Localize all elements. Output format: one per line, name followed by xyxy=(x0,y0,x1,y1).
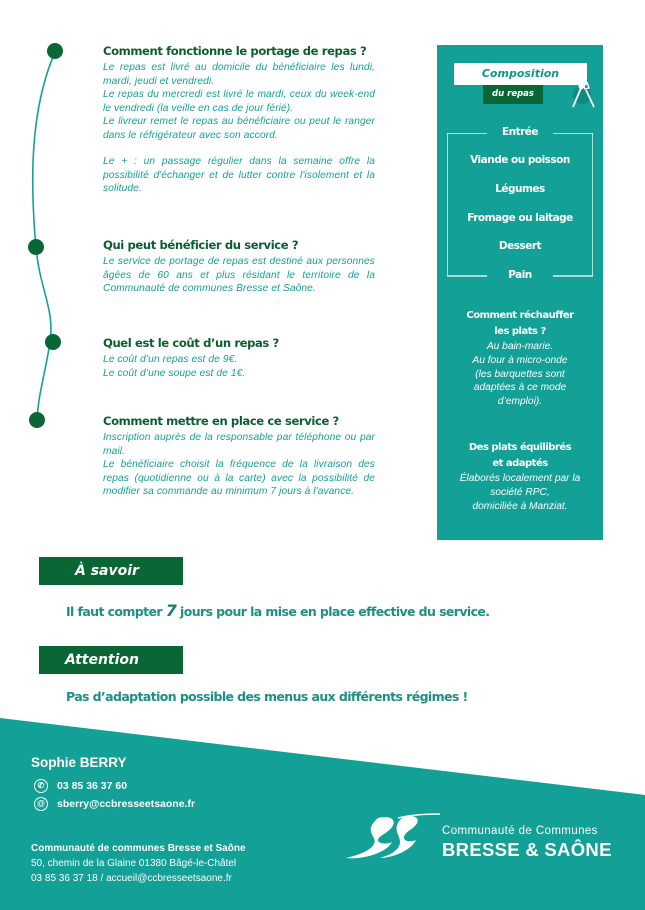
faq-section-cost xyxy=(103,336,375,380)
faq-answer: Le bénéficiaire choisit la fréquence de la livraison des repas (quotidienne ou à la carte) avec la possibilité de modifier sa commande au minimum 7 jours à l'avance. xyxy=(103,459,375,497)
timeline-line xyxy=(0,0,120,450)
balanced-line: Élaborés localement par la xyxy=(459,473,581,484)
faq-answer: Le coût d’un repas est de 9€. xyxy=(103,354,238,365)
attention-label xyxy=(39,646,183,674)
faq-section-setup xyxy=(103,414,375,499)
balanced-title: Des plats équilibrés xyxy=(468,442,572,453)
faq-answer: Le repas du mercredi est livré le mardi, ceux du week-end le vendredi (la veille en cas de jour férié). xyxy=(103,89,375,114)
reheat-line: adaptées à ce mode xyxy=(473,382,567,394)
reheat-info xyxy=(443,308,597,409)
bresse-saone-logo xyxy=(340,812,620,868)
reheat-title: les plats ? xyxy=(494,326,546,337)
menu-item: Fromage ou laitage xyxy=(467,212,573,224)
logo-line1: Communauté de Communes xyxy=(442,825,598,837)
menu-item: Entrée xyxy=(501,126,539,138)
meal-composition-panel xyxy=(437,45,603,540)
faq-answer: Le coût d’une soupe est de 1€. xyxy=(103,367,246,379)
reheat-line: (les barquettes sont xyxy=(475,368,565,380)
logo-swoosh-icon xyxy=(340,812,440,868)
faq-question: Comment mettre en place ce service ? xyxy=(103,414,339,428)
reheat-line: Au four à micro-onde xyxy=(472,354,568,366)
organization-address: 50, chemin de la Glaine 01380 Bâgé-le-Châtel xyxy=(31,858,237,869)
organization-info xyxy=(31,841,246,886)
faq-question: Comment fonctionne le portage de repas ? xyxy=(103,44,367,58)
note-text: jours pour la mise en place effective du service. xyxy=(176,604,490,619)
organization-contact[interactable]: 03 85 36 37 18 / accueil@ccbresseetsaone.fr xyxy=(31,873,232,884)
contact-name: Sophie BERRY xyxy=(31,755,127,770)
timeline-dot xyxy=(47,43,63,59)
menu-list xyxy=(447,126,593,281)
faq-answer: Le + : un passage régulier dans la semaine offre la possibilité d'échanger et de lutter contre l'isolement et la solitude. xyxy=(103,156,375,194)
a-savoir-label-text: À savoir xyxy=(75,563,139,579)
contact-phone[interactable] xyxy=(34,779,127,793)
faq-section-eligibility xyxy=(103,238,375,296)
faq-question: Quel est le coût d’un repas ? xyxy=(103,336,279,350)
phone-icon: ✆ xyxy=(34,779,48,793)
reheat-line: d’emploi). xyxy=(497,396,543,408)
balanced-meals-info xyxy=(443,440,597,513)
balanced-title: et adaptés xyxy=(492,458,548,469)
reheat-line: Au bain-marie. xyxy=(486,341,554,352)
timeline-dot xyxy=(45,334,61,350)
spoon-fork-icon xyxy=(567,78,597,108)
faq-answer: Le livreur remet le repas au bénéficiaire ou peut le ranger dans le réfrigérateur avec son accord. xyxy=(103,116,375,141)
panel-title: Composition xyxy=(454,63,587,85)
menu-item: Dessert xyxy=(498,240,542,252)
note-highlight: 7 xyxy=(165,601,177,620)
faq-answer: Le service de portage de repas est destiné aux personnes âgées de 60 ans et plus résidant le territoire de la Communauté de communes Bresse et Saône. xyxy=(103,256,375,294)
balanced-line: société RPC, xyxy=(490,486,550,498)
contact-email[interactable] xyxy=(34,797,195,811)
faq-section-how-it-works xyxy=(103,44,375,196)
attention-text: Pas d’adaptation possible des menus aux différents régimes ! xyxy=(66,689,468,704)
timeline-dot xyxy=(28,239,44,255)
menu-item: Viande ou poisson xyxy=(470,154,570,166)
faq-question: Qui peut bénéficier du service ? xyxy=(103,238,299,252)
organization-name: Communauté de communes Bresse et Saône xyxy=(31,843,246,854)
logo-line2: BRESSE & SAÔNE xyxy=(442,839,612,860)
faq-answer: Inscription auprès de la responsable par téléphone ou par mail. xyxy=(103,432,375,457)
attention-label-text: Attention xyxy=(65,652,139,668)
panel-subtitle: du repas xyxy=(483,85,543,104)
menu-item: Pain xyxy=(508,269,532,281)
timeline-dot xyxy=(29,412,45,428)
phone-number[interactable]: 03 85 36 37 60 xyxy=(57,780,128,792)
at-icon: @ xyxy=(34,797,48,811)
balanced-line: domiciliée à Manziat. xyxy=(472,500,568,512)
email-address[interactable]: sberry@ccbresseetsaone.fr xyxy=(57,798,196,810)
note-text: Il faut compter xyxy=(66,604,166,619)
a-savoir-text xyxy=(66,601,489,620)
reheat-title: Comment réchauffer xyxy=(466,310,574,321)
menu-item: Légumes xyxy=(495,183,545,195)
a-savoir-label xyxy=(39,557,183,585)
faq-answer: Le repas est livré au domicile du bénéficiaire les lundi, mardi, jeudi et vendredi. xyxy=(103,62,375,87)
